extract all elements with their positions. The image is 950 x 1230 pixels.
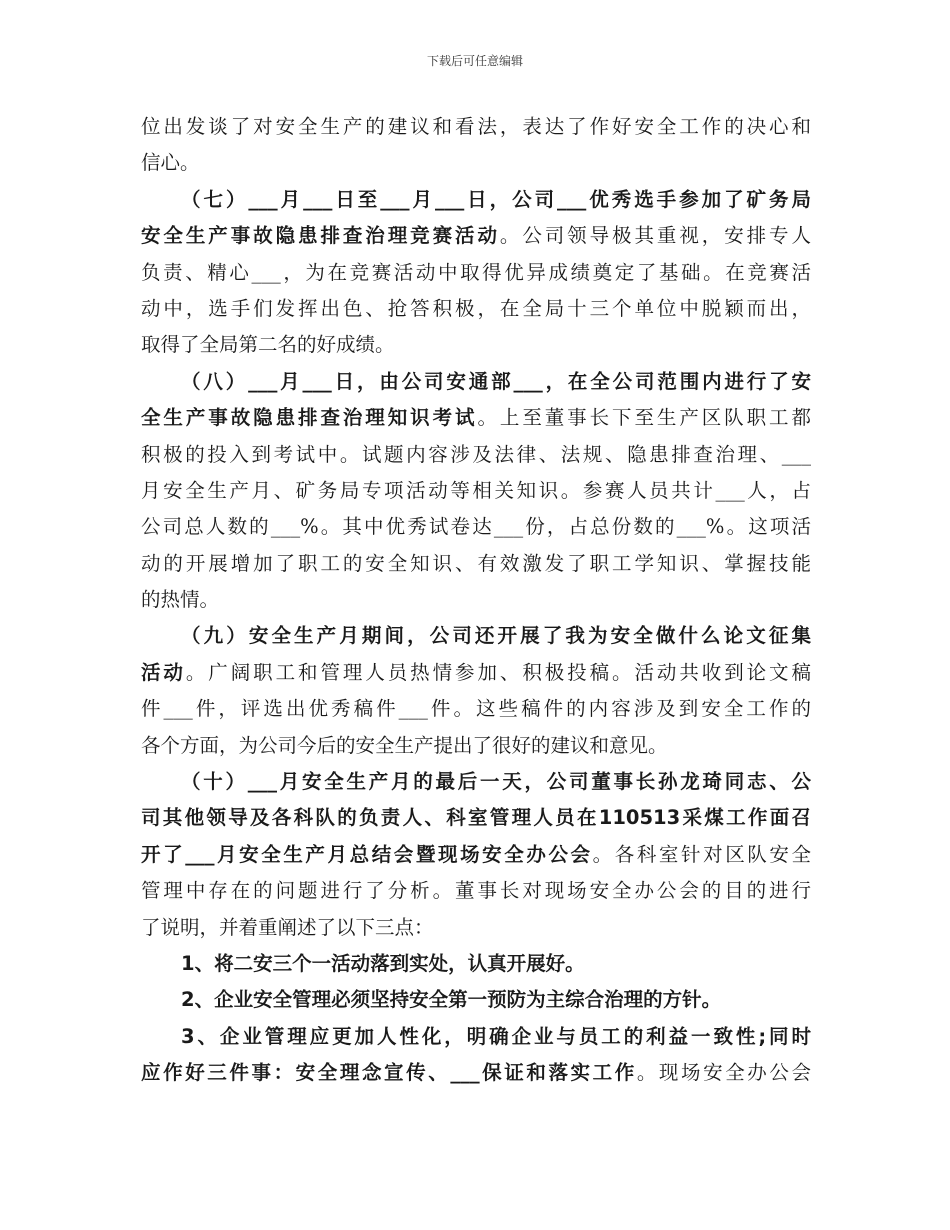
text-segment: 月安全生产月、矿务局专项活动等相关知识。参赛人员共计___人，占	[141, 478, 811, 502]
text-line	[141, 364, 811, 400]
text-segment: 。现场安全办公会	[636, 1061, 811, 1085]
text-line	[141, 1055, 811, 1091]
text-segment: 的热情。	[141, 588, 220, 612]
page-header: 下载后可任意编辑	[426, 54, 523, 68]
text-line	[141, 910, 811, 946]
text-line	[141, 837, 811, 873]
bold-text-segment: 应作好三件事：安全理念宣传、___保证和落实工作	[141, 1061, 637, 1085]
bold-text-segment: 全生产事故隐患排查治理知识考试	[141, 406, 478, 430]
text-line	[141, 327, 811, 363]
text-line	[141, 145, 811, 181]
text-line	[141, 1019, 811, 1055]
text-line	[141, 182, 811, 218]
text-segment: 件___件，评选出优秀稿件___件。这些稿件的内容涉及到安全工作的	[141, 697, 811, 721]
text-line	[141, 728, 811, 764]
text-segment: 积极的投入到考试中。试题内容涉及法律、法规、隐患排查治理、___	[141, 442, 811, 466]
text-line	[141, 509, 811, 545]
bold-text-segment: 开了___月安全生产月总结会暨现场安全办公会	[141, 842, 593, 866]
bold-text-segment: 1、将二安三个一活动落到实处，认真开展好。	[181, 951, 585, 975]
text-segment: 取得了全局第二名的好成绩。	[141, 333, 395, 357]
text-segment: 管理中存在的问题进行了分析。董事长对现场安全办公会的目的进行	[141, 879, 811, 903]
text-line	[141, 764, 811, 800]
text-line	[141, 655, 811, 691]
text-segment: 动中，选手们发挥出色、抢答积极，在全局十三个单位中脱颖而出，	[141, 296, 811, 320]
bold-text-segment: （八）___月___日，由公司安通部___，在全公司范围内进行了安	[181, 369, 811, 393]
text-segment: 。公司领导极其重视，安排专人	[499, 224, 811, 248]
text-line	[141, 618, 811, 654]
text-segment: 负责、精心___，为在竞赛活动中取得优异成绩奠定了基础。在竞赛活	[141, 260, 811, 284]
text-segment: 了说明，并着重阐述了以下三点：	[141, 915, 434, 939]
bold-text-segment: （九）安全生产月期间，公司还开展了我为安全做什么论文征集	[181, 624, 811, 648]
text-line	[141, 546, 811, 582]
text-line	[141, 255, 811, 291]
text-segment: 信心。	[141, 151, 200, 175]
bold-text-segment: （七）___月___日至___月___日，公司___优秀选手参加了矿务局	[181, 187, 811, 211]
bold-text-segment: （十）___月安全生产月的最后一天，公司董事长孙龙琦同志、公	[181, 770, 811, 794]
text-segment: 各个方面，为公司今后的安全生产提出了很好的建议和意见。	[141, 733, 668, 757]
text-line	[141, 800, 811, 836]
bold-text-segment: 安全生产事故隐患排查治理竞赛活动	[141, 224, 500, 248]
text-segment: 公司总人数的___%。其中优秀试卷达___份，占总份数的___%。这项活	[141, 515, 811, 539]
text-segment: 。各科室针对区队安全	[592, 842, 811, 866]
text-line	[141, 946, 811, 982]
text-segment: 。广阔职工和管理人员热情参加、积极投稿。活动共收到论文稿	[185, 660, 811, 684]
text-line	[141, 691, 811, 727]
bold-text-segment: 活动	[141, 660, 186, 684]
bold-text-segment: 3、企业管理应更加人性化，明确企业与员工的利益一致性;同时	[181, 1024, 811, 1048]
text-line	[141, 218, 811, 254]
text-segment: 。上至董事长下至生产区队职工都	[477, 406, 811, 430]
text-line	[141, 400, 811, 436]
text-line	[141, 582, 811, 618]
text-segment: 动的开展增加了职工的安全知识、有效激发了职工学知识、掌握技能	[141, 551, 811, 575]
text-segment: 位出发谈了对安全生产的建议和看法，表达了作好安全工作的决心和	[141, 115, 811, 138]
text-line	[141, 873, 811, 909]
bold-text-segment: 司其他领导及各科队的负责人、科室管理人员在110513采煤工作面召	[141, 806, 811, 830]
document-body	[141, 109, 811, 1092]
text-line	[141, 982, 811, 1018]
text-line	[141, 109, 811, 145]
text-line	[141, 437, 811, 473]
bold-text-segment: 2、企业安全管理必须坚持安全第一预防为主综合治理的方针。	[181, 988, 722, 1012]
text-line	[141, 291, 811, 327]
text-line	[141, 473, 811, 509]
